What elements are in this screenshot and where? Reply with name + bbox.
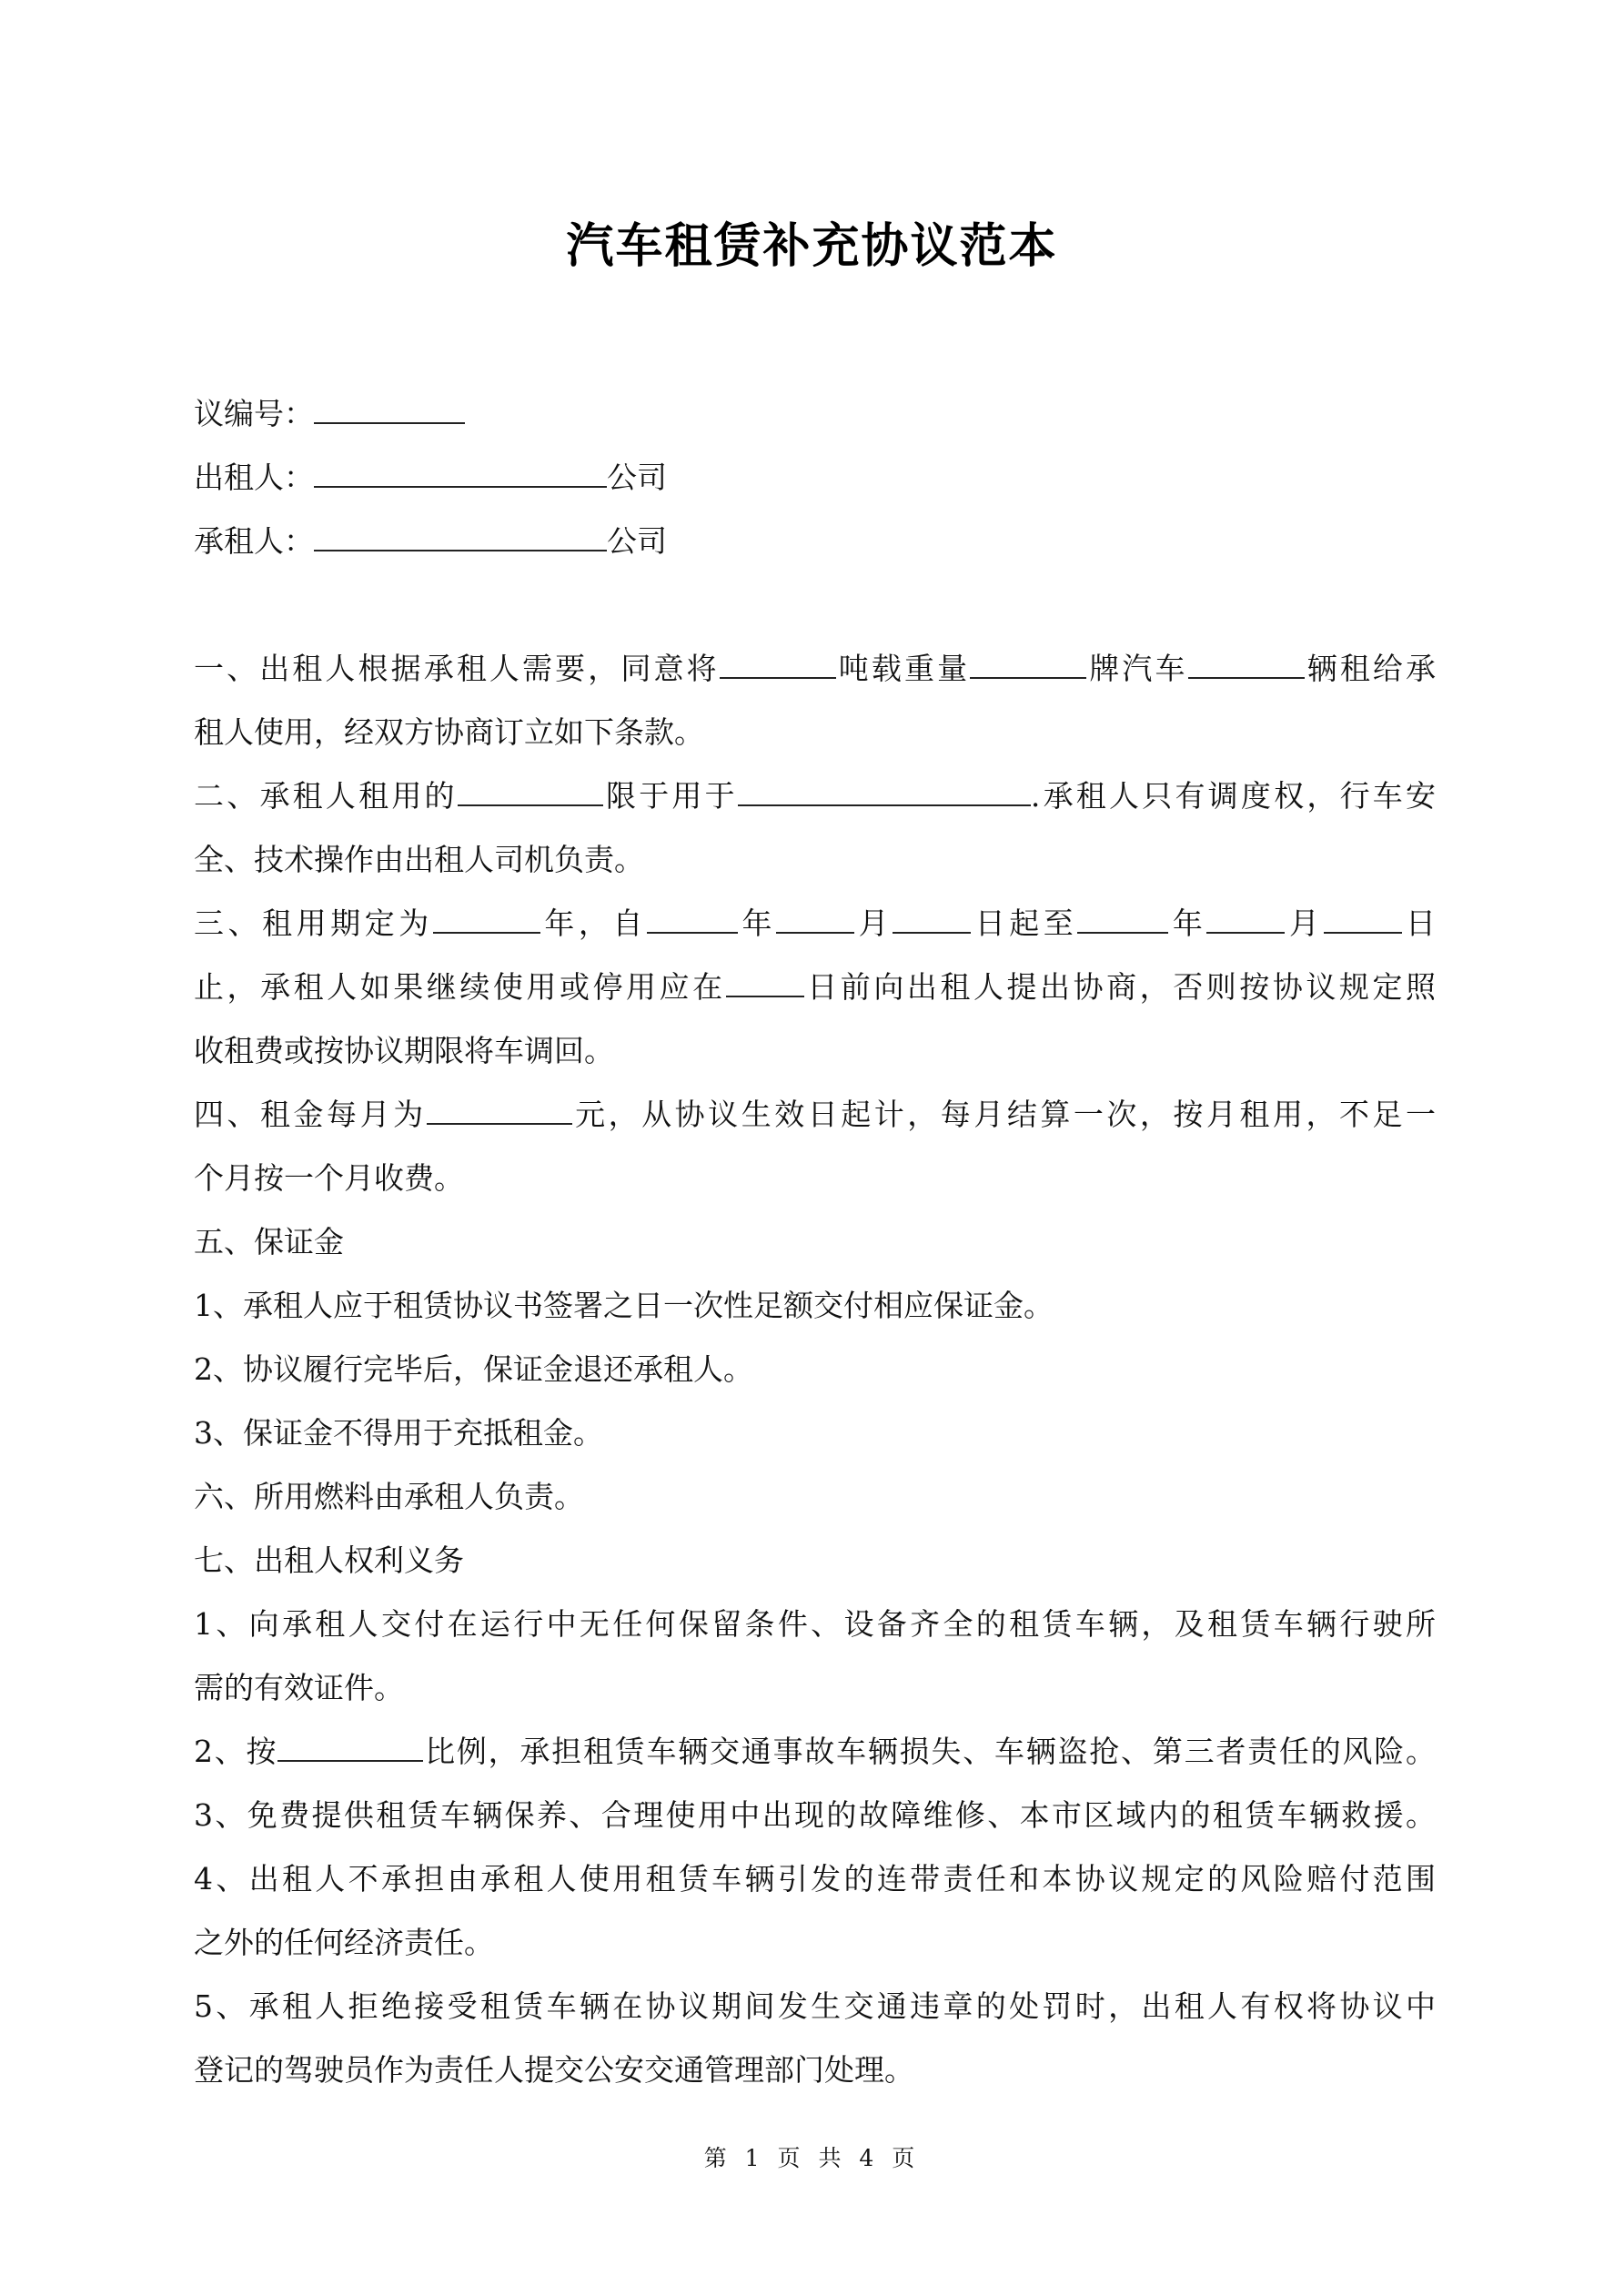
lessee-name-blank[interactable] <box>314 522 607 551</box>
monthly-rent-blank[interactable] <box>427 1096 572 1125</box>
field-suffix: 公司 <box>607 460 667 495</box>
clause-text: 吨载重量 <box>835 651 971 686</box>
clause-7-item-3: 3、免费提供租赁车辆保养、合理使用中出现的故障维修、本市区域内的租赁车辆救援。 <box>194 1797 1436 1833</box>
field-label: 承租人： <box>194 523 314 559</box>
usage-purpose-blank[interactable] <box>738 777 1031 806</box>
clause-text: 辆租给承 <box>1304 651 1437 686</box>
clause-1-line-2: 租人使用，经双方协商订立如下条款。 <box>194 714 704 750</box>
notice-days-blank[interactable] <box>726 968 804 997</box>
clause-text: 一、出租人根据承租人需要，同意将 <box>194 651 720 686</box>
clause-text: 日起至 <box>971 905 1078 941</box>
clause-4-line-2: 个月按一个月收费。 <box>194 1160 464 1196</box>
clause-text: 年 <box>737 905 777 941</box>
clause-text: 三、租用期定为 <box>194 905 433 941</box>
clause-text: 2、按 <box>194 1734 278 1769</box>
clause-text: 四、租金每月为 <box>194 1097 427 1132</box>
clause-text: 限于用于 <box>602 778 738 814</box>
clause-6: 六、所用燃料由承租人负责。 <box>194 1479 584 1514</box>
field-suffix: 公司 <box>607 523 667 559</box>
clause-text: 年，自 <box>540 905 647 941</box>
clause-7-item-2 <box>194 1720 1436 1784</box>
clause-text: .承租人只有调度权，行车安 <box>1030 778 1437 814</box>
clause-3-line-3: 收租费或按协议期限将车调回。 <box>194 1033 614 1068</box>
clause-text: 二、承租人租用的 <box>194 778 458 814</box>
end-month-blank[interactable] <box>1206 905 1285 934</box>
rented-item-blank[interactable] <box>458 777 603 806</box>
clause-3-line-2 <box>194 956 1436 1019</box>
clause-text: 日 <box>1401 905 1437 941</box>
lessor-field <box>194 446 1436 510</box>
field-label: 出租人： <box>194 460 314 495</box>
clause-text: 元，从协议生效日起计，每月结算一次，按月租用，不足一 <box>571 1097 1437 1132</box>
lessee-field <box>194 510 1436 573</box>
clause-7-item-5-line-1: 5、承租人拒绝接受租赁车辆在协议期间发生交通违章的处罚时，出租人有权将协议中 <box>194 1988 1436 2024</box>
field-label: 议编号： <box>194 396 314 431</box>
clause-text: 月 <box>854 905 893 941</box>
clause-5-heading: 五、保证金 <box>194 1224 344 1259</box>
tonnage-blank[interactable] <box>720 650 836 679</box>
start-month-blank[interactable] <box>776 905 854 934</box>
page-number-footer: 第 1 页 共 4 页 <box>703 2145 921 2171</box>
clause-7-item-1-line-2: 需的有效证件。 <box>194 1670 404 1705</box>
clause-4-line-1 <box>194 1083 1436 1147</box>
agreement-number-field <box>194 382 1436 446</box>
clause-text: 日前向出租人提出协商，否则按协议规定照 <box>803 969 1437 1005</box>
clause-3-line-1 <box>194 892 1436 956</box>
end-day-blank[interactable] <box>1324 905 1402 934</box>
risk-ratio-blank[interactable] <box>277 1733 423 1762</box>
clause-7-item-4-line-2: 之外的任何经济责任。 <box>194 1925 494 1960</box>
vehicle-count-blank[interactable] <box>1188 650 1305 679</box>
clause-text: 月 <box>1285 905 1324 941</box>
lessor-name-blank[interactable] <box>314 459 607 488</box>
brand-blank[interactable] <box>970 650 1086 679</box>
term-years-blank[interactable] <box>433 905 540 934</box>
clause-5-item: 2、协议履行完毕后，保证金退还承租人。 <box>194 1351 753 1387</box>
clause-7-item-4-line-1: 4、出租人不承担由承租人使用租赁车辆引发的连带责任和本协议规定的风险赔付范围 <box>194 1861 1436 1896</box>
clause-text: 比例，承担租赁车辆交通事故车辆损失、车辆盗抢、第三者责任的风险。 <box>423 1734 1436 1769</box>
document-body <box>194 382 1436 2102</box>
clause-2-line-1 <box>194 764 1436 828</box>
start-day-blank[interactable] <box>893 905 971 934</box>
document-title: 汽车租赁补充协议范本 <box>566 219 1058 274</box>
clause-2-line-2: 全、技术操作由出租人司机负责。 <box>194 842 644 877</box>
clause-text: 年 <box>1168 905 1207 941</box>
agreement-number-blank[interactable] <box>314 395 465 424</box>
clause-7-heading: 七、出租人权利义务 <box>194 1542 464 1578</box>
start-year-blank[interactable] <box>647 905 738 934</box>
clause-7-item-1-line-1: 1、向承租人交付在运行中无任何保留条件、设备齐全的租赁车辆，及租赁车辆行驶所 <box>194 1606 1436 1642</box>
clause-5-item: 3、保证金不得用于充抵租金。 <box>194 1415 603 1451</box>
clause-text: 止，承租人如果继续使用或停用应在 <box>194 969 726 1005</box>
clause-text: 牌汽车 <box>1086 651 1188 686</box>
end-year-blank[interactable] <box>1077 905 1168 934</box>
clause-7-item-5-line-2: 登记的驾驶员作为责任人提交公安交通管理部门处理。 <box>194 2052 914 2088</box>
clause-1-line-1 <box>194 637 1436 701</box>
clause-5-item: 1、承租人应于租赁协议书签署之日一次性足额交付相应保证金。 <box>194 1288 1054 1323</box>
